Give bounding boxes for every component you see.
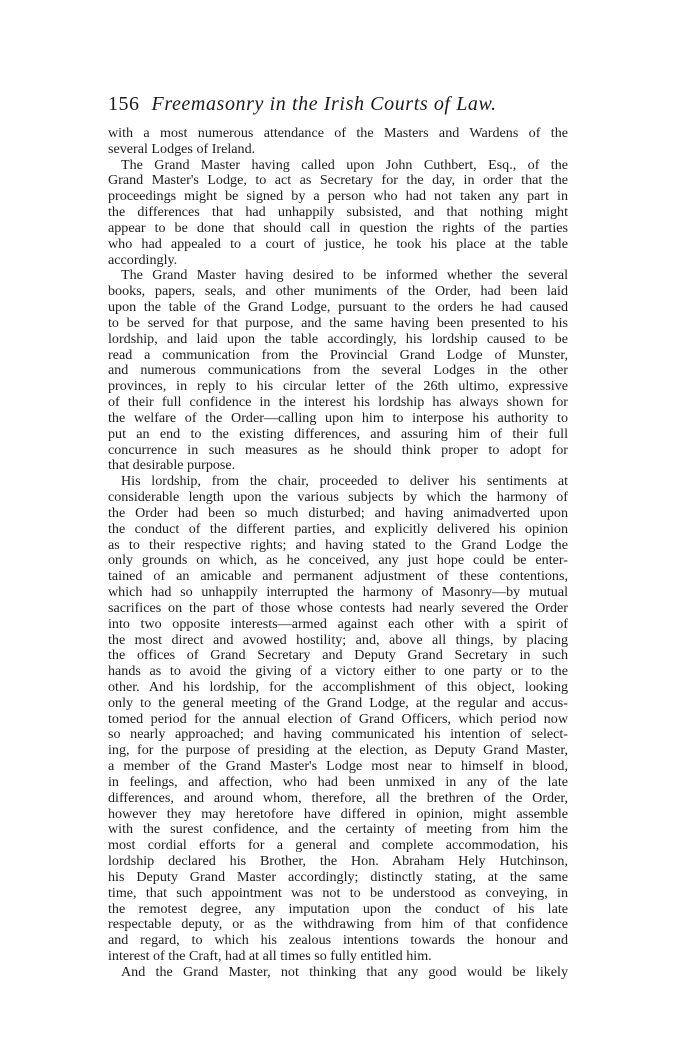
text-line: the welfare of the Order—calling upon him to interpose his authority to [108, 409, 568, 426]
text-line: books, papers, seals, and other muniments of the Order, had been laid [108, 283, 568, 300]
text-line: lordship, and laid upon the table accordingly, his lordship caused to be [108, 330, 568, 347]
text-line: his Deputy Grand Master accordingly; distinctly stating, at the same [108, 868, 568, 885]
text-line: a member of the Grand Master's Lodge most near to himself in blood, [108, 758, 568, 775]
text-line: in feelings, and affection, who had been unmixed in any of the late [108, 773, 568, 790]
running-head: Freemasonry in the Irish Courts of Law. [151, 93, 497, 115]
text-line: read a communication from the Provincial Grand Lodge of Munster, [108, 346, 568, 363]
text-line: which had so unhappily interrupted the harmony of Masonry—by mutual [108, 584, 568, 601]
text-line: however they may heretofore have differed in opinion, might assemble [108, 805, 568, 822]
text-line: and regard, to which his zealous intentions towards the honour and [108, 932, 568, 949]
text-line: lordship declared his Brother, the Hon. Abraham Hely Hutchinson, [108, 853, 568, 870]
text-line: The Grand Master having desired to be informed whether the several [121, 267, 568, 284]
text-line: provinces, in reply to his circular letter of the 26th ultimo, expressive [108, 378, 568, 395]
text-line: And the Grand Master, not thinking that any good would be likely [121, 963, 568, 980]
text-line: concurrence in such measures as he should think proper to adopt for [108, 441, 568, 458]
text-line: the Order had been so much disturbed; and having animadverted upon [108, 504, 568, 521]
text-line: time, that such appointment was not to be understood as conveying, in [108, 884, 568, 901]
text-line: so nearly approached; and having communicated his intention of select- [108, 726, 568, 743]
text-line: the most direct and avowed hostility; and, above all things, by placing [108, 631, 568, 648]
text-line: only to the general meeting of the Grand Lodge, at the regular and accus- [108, 694, 568, 711]
text-line: accordingly. [108, 251, 178, 268]
text-line: most cordial efforts for a general and complete accommodation, his [108, 837, 568, 854]
page-number: 156 [108, 93, 140, 115]
text-line: of their full confidence in the interest his lordship has always shown for [108, 394, 568, 411]
text-line: and numerous communications from the several Lodges in the other [108, 362, 568, 379]
body-text [108, 126, 568, 981]
text-line: tained of an amicable and permanent adjustment of these contentions, [108, 568, 568, 585]
text-line: several Lodges of Ireland. [108, 140, 256, 157]
text-line: upon the table of the Grand Lodge, pursuant to the orders he had caused [108, 299, 568, 316]
text-line: sacrifices on the part of those whose contests had nearly severed the Order [108, 599, 568, 616]
text-line: other. And his lordship, for the accomplishment of this object, looking [108, 678, 568, 695]
text-line: that desirable purpose. [108, 457, 236, 474]
page-header [108, 93, 568, 117]
text-line: Grand Master's Lodge, to act as Secretary for the day, in order that the [108, 172, 568, 189]
text-line: the remotest degree, any imputation upon the conduct of his late [108, 900, 568, 917]
text-line: appear to be done that should call in question the rights of the parties [108, 219, 568, 236]
text-line: ing, for the purpose of presiding at the election, as Deputy Grand Master, [108, 742, 568, 759]
text-line: considerable length upon the various subjects by which the harmony of [108, 489, 568, 506]
text-line: put an end to the existing differences, and assuring him of their full [108, 425, 568, 442]
text-line: to be served for that purpose, and the same having been presented to his [108, 314, 568, 331]
text-line: the conduct of the different parties, and explicitly delivered his opinion [108, 520, 568, 537]
text-line: The Grand Master having called upon John Cuthbert, Esq., of the [121, 156, 568, 173]
text-line: the differences that had unhappily subsisted, and that nothing might [108, 204, 568, 221]
text-line: as to their respective rights; and having stated to the Grand Lodge the [108, 536, 568, 553]
text-line: proceedings might be signed by a person who had not taken any part in [108, 188, 568, 205]
text-line: with the surest confidence, and the certainty of meeting from him the [108, 821, 568, 838]
text-line: respectable deputy, or as the withdrawing from him of that confidence [108, 916, 568, 933]
text-line: into two opposite interests—armed against each other with a spirit of [108, 615, 568, 632]
text-line: differences, and around whom, therefore, all the brethren of the Order, [108, 789, 568, 806]
text-line: His lordship, from the chair, proceeded to deliver his sentiments at [121, 473, 568, 490]
text-line: the offices of Grand Secretary and Deputy Grand Secretary in such [108, 647, 568, 664]
text-line: hands as to avoid the giving of a victory either to one party or to the [108, 663, 568, 680]
text-line: interest of the Craft, had at all times so fully entitled him. [108, 948, 432, 965]
text-line: who had appealed to a court of justice, he took his place at the table [108, 235, 568, 252]
text-line: with a most numerous attendance of the Masters and Wardens of the [108, 125, 568, 141]
text-line: only grounds on which, as he conceived, any just hope could be enter- [108, 552, 568, 569]
text-line: tomed period for the annual election of Grand Officers, which period now [108, 710, 568, 727]
